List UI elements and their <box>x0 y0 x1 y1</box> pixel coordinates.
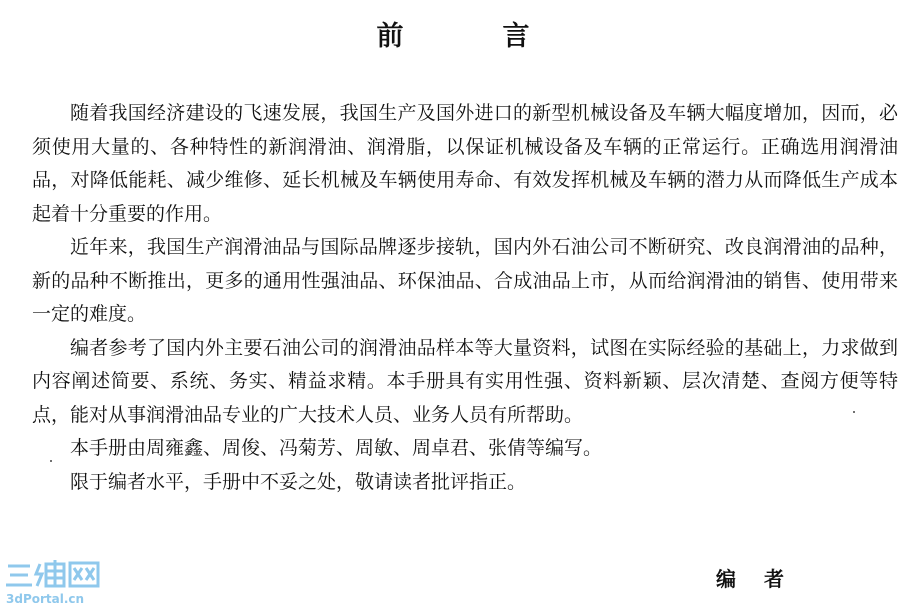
paragraph-3: 编者参考了国内外主要石油公司的润滑油品样本等大量资料，试图在实际经验的基础上，力求做到内容阐述简要、系统、务实、精益求精。本手册具有实用性强、资料新颖、层次清楚、查阅方便等特点，能对从事润滑油品专业的广大技术人员、业务人员有所帮助。 <box>32 336 898 426</box>
page-title: 前 言 <box>376 21 566 52</box>
paragraph-5: 限于编者水平，手册中不妥之处，敬请读者批评指正。 <box>70 470 527 493</box>
watermark-logo <box>4 558 108 608</box>
watermark-url: 3dPortal.cn <box>6 592 85 606</box>
signature: 编者 <box>716 567 812 591</box>
preface-body <box>32 97 898 499</box>
paragraph-4: 本手册由周雍鑫、周俊、冯菊芳、周敏、周卓君、张倩等编写。 <box>70 437 603 459</box>
scan-speck <box>50 460 52 462</box>
paragraph-2: 近年来，我国生产润滑油品与国际品牌逐步接轨，国内外石油公司不断研究、改良润滑油的品种，新的品种不断推出，更多的通用性强油品、环保油品、合成油品上市，从而给润滑油的销售、使用带来一定的难度。 <box>32 236 898 325</box>
scan-speck <box>853 411 855 413</box>
paragraph-1: 随着我国经济建设的飞速发展，我国生产及国外进口的新型机械设备及车辆大幅度增加，因而，必须使用大量的、各种特性的新润滑油、润滑脂，以保证机械设备及车辆的正常运行。正确选用润滑油品，对降低能耗、减少维修、延长机械及车辆使用寿命、有效发挥机械及车辆的潜力从而降低生产成本起着十分重要的作用。 <box>32 102 898 225</box>
watermark-graphic <box>6 560 98 586</box>
